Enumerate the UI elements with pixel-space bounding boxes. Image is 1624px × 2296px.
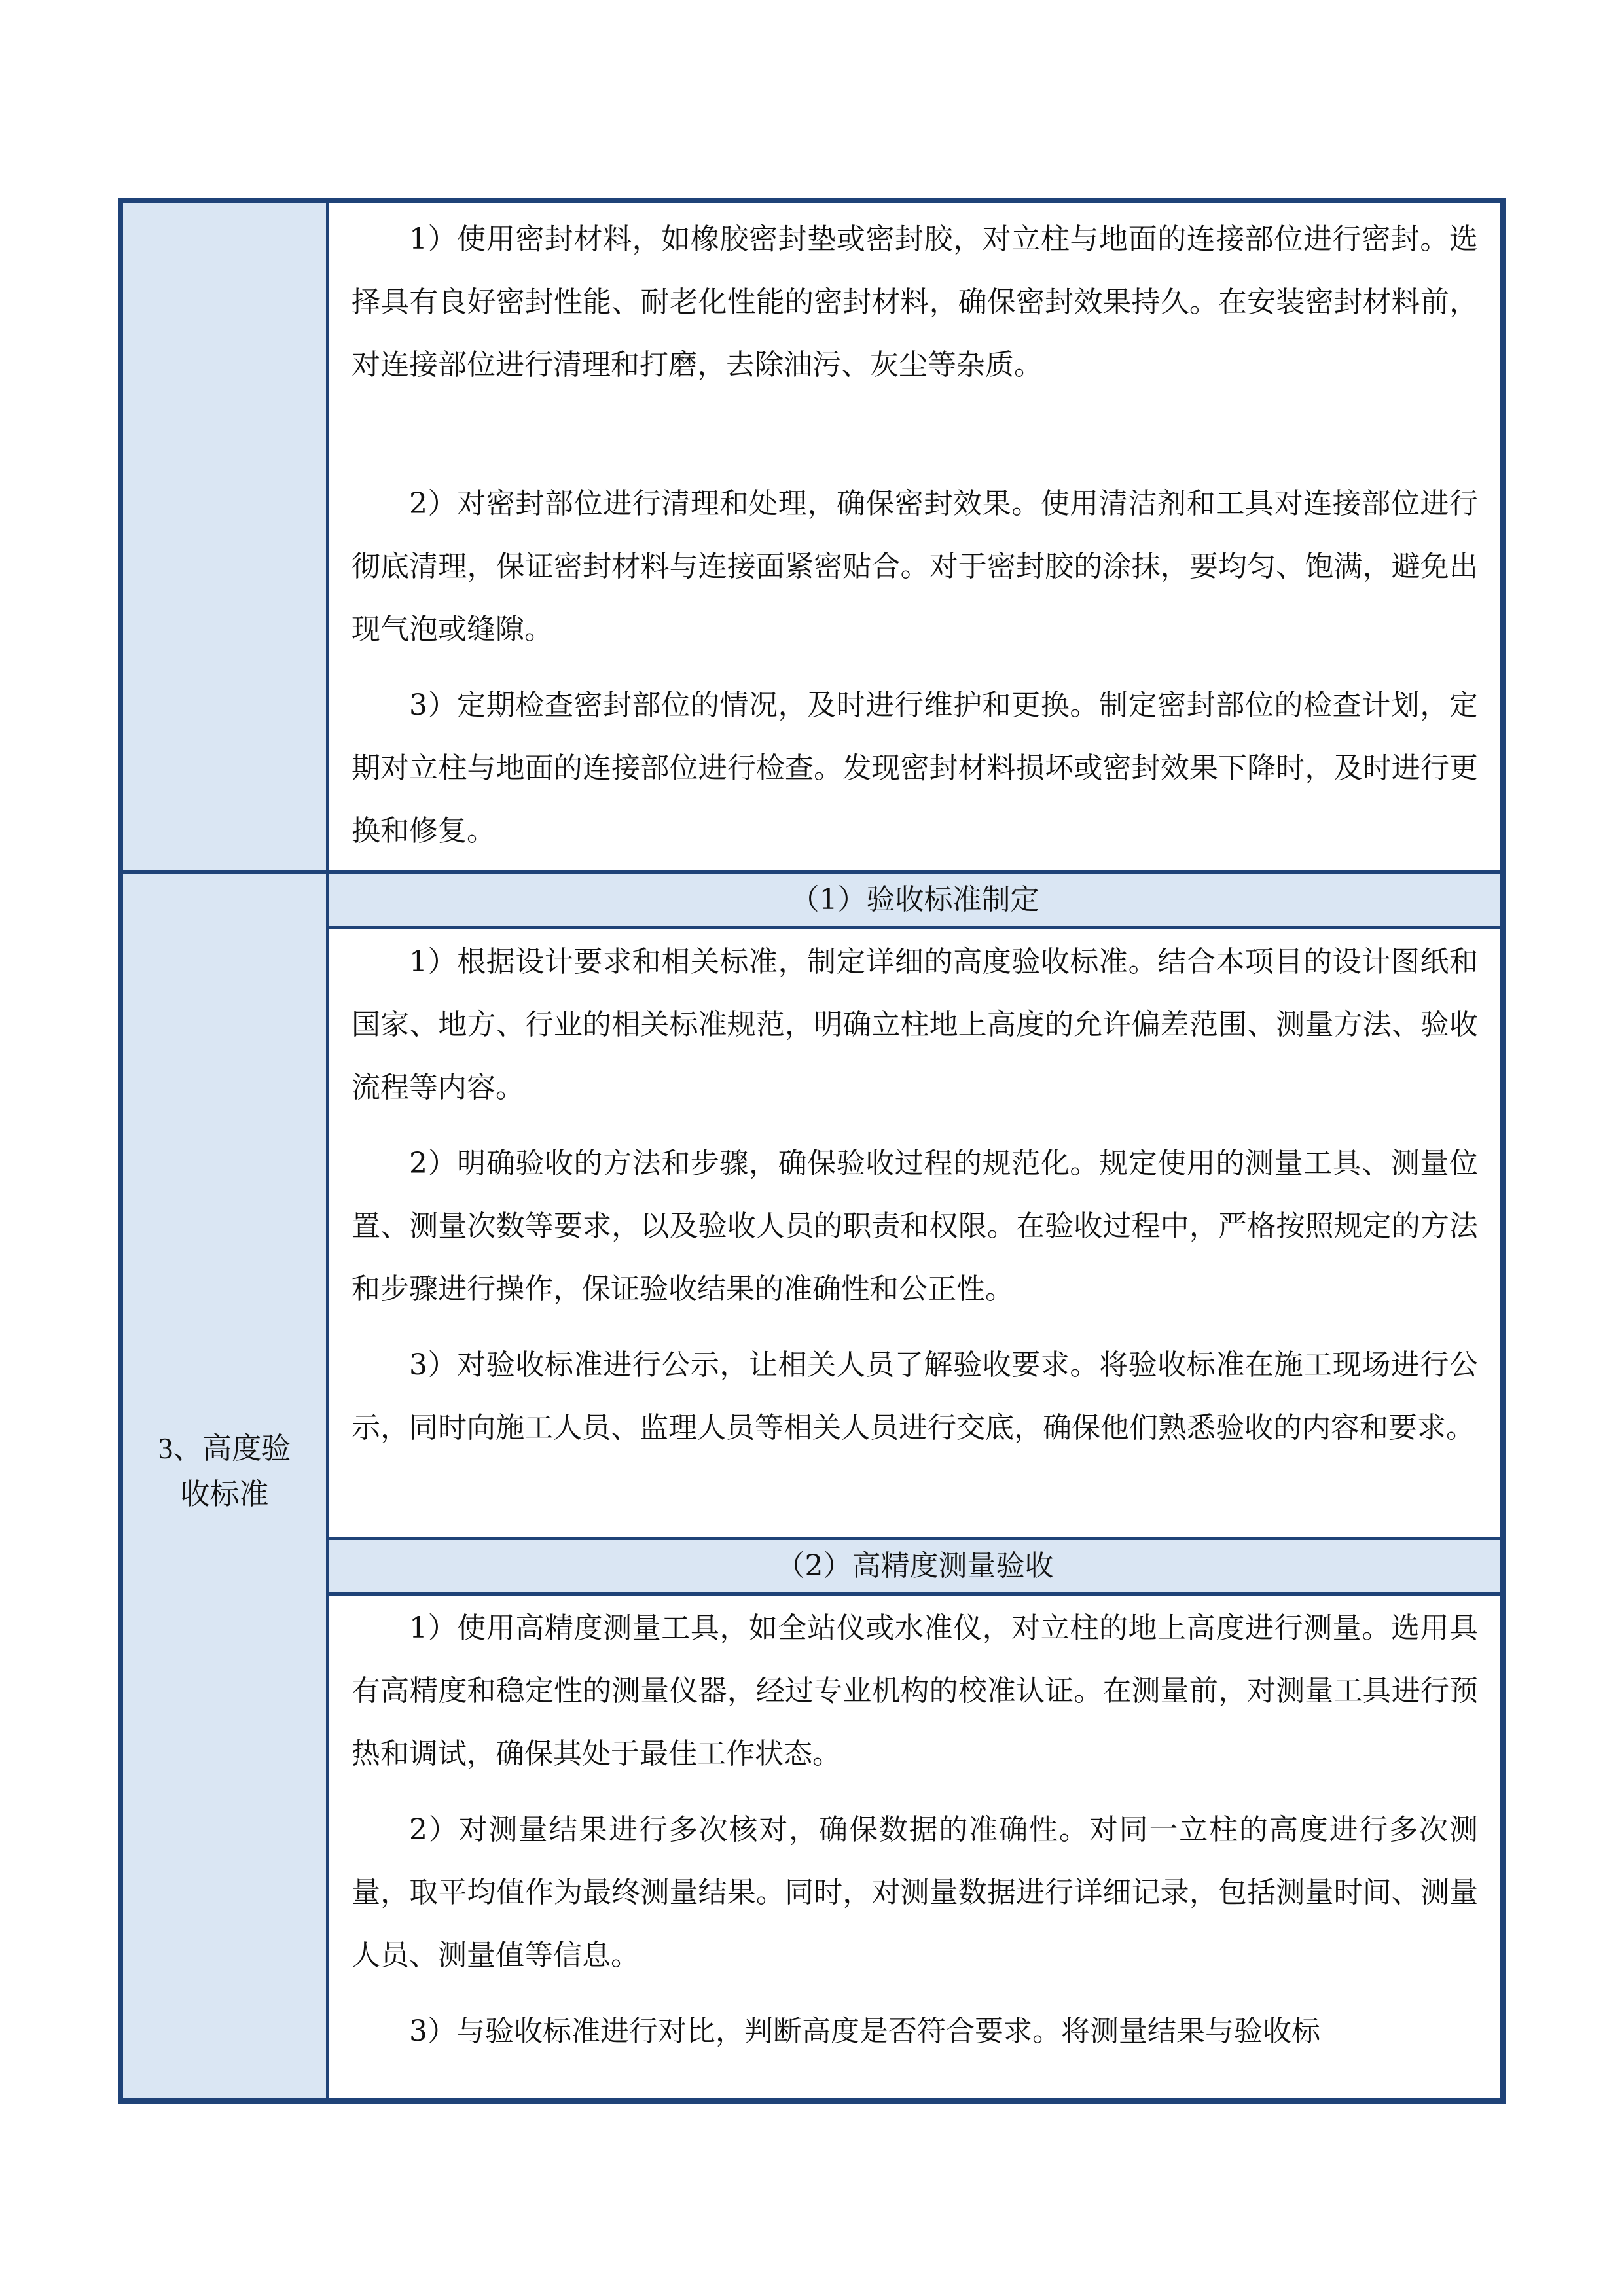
table-content-cell-section-3 <box>329 870 1500 2098</box>
paragraph: 3）定期检查密封部位的情况，及时进行维护和更换。制定密封部位的检查计划，定期对立柱与地面的连接部位进行检查。发现密封材料损坏或密封效果下降时，及时进行更换和修复。 <box>352 689 1478 848</box>
table-content-cell-previous <box>329 203 1500 870</box>
paragraph: 2）明确验收的方法和步骤，确保验收过程的规范化。规定使用的测量工具、测量位置、测量次数等要求，以及验收人员的职责和权限。在验收过程中，严格按照规定的方法和步骤进行操作，保证验收结果的准确性和公正性。 <box>352 1147 1478 1306</box>
paragraph: 1）使用高精度测量工具，如全站仪或水准仪，对立柱的地上高度进行测量。选用具有高精度和稳定性的测量仪器，经过专业机构的校准认证。在测量前，对测量工具进行预热和调试，确保其处于最佳工作状态。 <box>352 1611 1478 1770</box>
subsection-title-high-precision-measurement: （2）高精度测量验收 <box>329 1537 1500 1596</box>
paragraph: 1）使用密封材料，如橡胶密封垫或密封胶，对立柱与地面的连接部位进行密封。选择具有良好密封性能、耐老化性能的密封材料，确保密封效果持久。在安装密封材料前，对连接部位进行清理和打磨，去除油污、灰尘等杂质。 <box>352 223 1478 382</box>
table-label-cell-previous <box>123 203 329 870</box>
paragraph: 2）对测量结果进行多次核对，确保数据的准确性。对同一立柱的高度进行多次测量，取平均值作为最终测量结果。同时，对测量数据进行详细记录，包括测量时间、测量人员、测量值等信息。 <box>352 1813 1478 1972</box>
table-label-cell-section-3 <box>123 870 329 2098</box>
subsection-title-standard-formulation: （1）验收标准制定 <box>329 870 1500 929</box>
paragraph: 3）与验收标准进行对比，判断高度是否符合要求。将测量结果与验收标 <box>409 2015 1320 2048</box>
paragraph: 1）根据设计要求和相关标准，制定详细的高度验收标准。结合本项目的设计图纸和国家、地方、行业的相关标准规范，明确立柱地上高度的允许偏差范围、测量方法、验收流程等内容。 <box>352 945 1478 1104</box>
section-label-height-acceptance: 3、高度验 收标准 <box>158 1432 291 1511</box>
paragraph: 2）对密封部位进行清理和处理，确保密封效果。使用清洁剂和工具对连接部位进行彻底清理，保证密封材料与连接面紧密贴合。对于密封胶的涂抹，要均匀、饱满，避免出现气泡或缝隙。 <box>352 487 1478 646</box>
paragraph: 3）对验收标准进行公示，让相关人员了解验收要求。将验收标准在施工现场进行公示，同时向施工人员、监理人员等相关人员进行交底，确保他们熟悉验收的内容和要求。 <box>352 1348 1478 1444</box>
content-table <box>118 198 1506 2104</box>
